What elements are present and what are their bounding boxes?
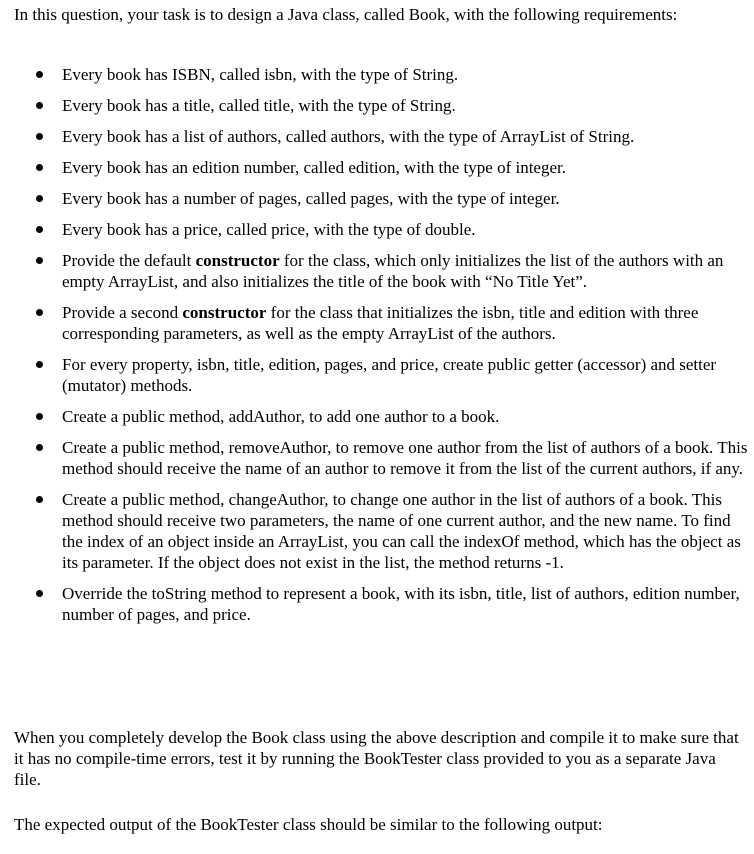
- list-item: Every book has ISBN, called isbn, with the type of String.: [0, 64, 754, 85]
- bullet-icon: [33, 406, 45, 427]
- bullet-icon: [33, 583, 45, 604]
- list-item: Provide the default constructor for the class, which only initializes the list of the authors with an empty ArrayList, and also initializes the title of the book with “No Title Yet”.: [0, 250, 754, 292]
- list-item: Override the toString method to represent a book, with its isbn, title, list of authors, edition number, number of pages, and price.: [0, 583, 754, 625]
- bullet-icon: [33, 157, 45, 178]
- expected-output-paragraph: The expected output of the BookTester class should be similar to the following output:: [14, 815, 603, 834]
- list-item: Provide a second constructor for the class that initializes the isbn, title and edition with three corresponding parameters, as well as the empty ArrayList of the authors.: [0, 302, 754, 344]
- list-item: Every book has a number of pages, called pages, with the type of integer.: [0, 188, 754, 209]
- closing-paragraph: When you completely develop the Book class using the above description and compile it to make sure that it has no compile-time errors, test it by running the BookTester class provided to you as a separate Java file.: [14, 728, 739, 789]
- bullet-icon: [33, 219, 45, 240]
- bullet-icon: [33, 302, 45, 323]
- list-item: Create a public method, changeAuthor, to change one author in the list of authors of a book. This method should receive two parameters, the name of one current author, and the new name. To find the index of an object inside an ArrayList, you can call the indexOf method, which has the object as its parameter. If the object does not exist in the list, the method returns -1.: [0, 489, 754, 573]
- list-item: Create a public method, removeAuthor, to remove one author from the list of authors of a book. This method should receive the name of an author to remove it from the list of the current authors, if any.: [0, 437, 754, 479]
- bullet-icon: [33, 64, 45, 85]
- requirements-list: [0, 64, 754, 635]
- bullet-icon: [33, 188, 45, 209]
- list-item: For every property, isbn, title, edition, pages, and price, create public getter (accessor) and setter (mutator) methods.: [0, 354, 754, 396]
- bullet-icon: [33, 437, 45, 458]
- bullet-icon: [33, 95, 45, 116]
- list-item: Create a public method, addAuthor, to add one author to a book.: [0, 406, 754, 427]
- list-item: Every book has a list of authors, called authors, with the type of ArrayList of String.: [0, 126, 754, 147]
- list-item: Every book has an edition number, called edition, with the type of integer.: [0, 157, 754, 178]
- list-item: Every book has a price, called price, with the type of double.: [0, 219, 754, 240]
- intro-paragraph: In this question, your task is to design a Java class, called Book, with the following requirements:: [14, 5, 678, 24]
- list-item: Every book has a title, called title, with the type of String.: [0, 95, 754, 116]
- bullet-icon: [33, 126, 45, 147]
- bullet-icon: [33, 354, 45, 375]
- bullet-icon: [33, 250, 45, 271]
- bullet-icon: [33, 489, 45, 510]
